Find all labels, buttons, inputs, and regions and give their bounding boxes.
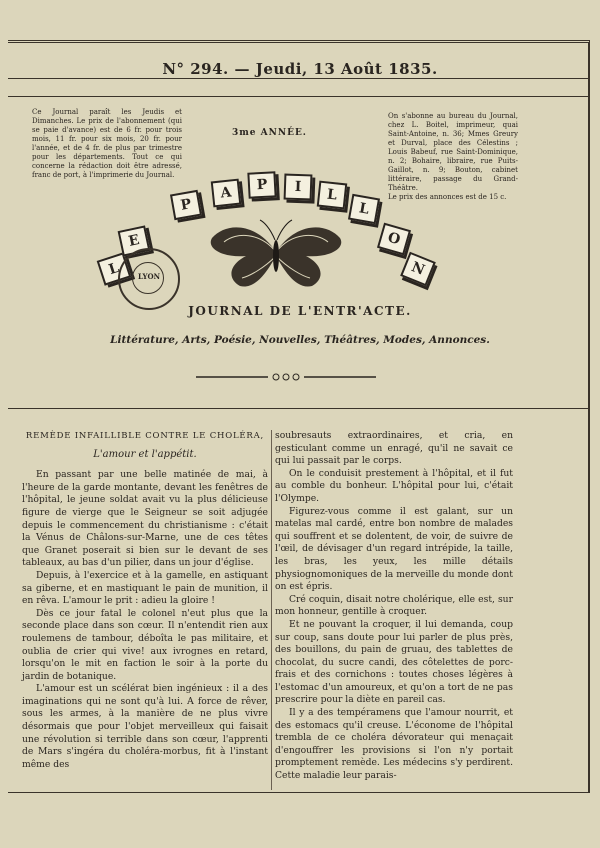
title-letter: P	[247, 171, 276, 198]
ad-price: Le prix des annonces est de 15 c.	[388, 193, 507, 201]
offices-text: On s'abonne au bureau du Journal, chez L. Boitel, imprimeur, quai Saint-Antoine, n. 36; Mmes Greury et Durval, place des Célestins ; Louis Babeuf, rue Saint-Dominique, n. 2; Bohaire, libraire, rue Puits-Gaillot, n. 9; Bouton, cabinet littéraire, passage du Grand-Théâtre.	[388, 112, 518, 192]
year-label: 3me ANNÉE.	[232, 128, 307, 138]
issue-number-date: N° 294. — Jeudi, 13 Août 1835.	[162, 60, 438, 78]
paragraph: Dès ce jour fatal le colonel n'eut plus que la seconde place dans son cœur. Il n'entendit rien aux roulemens de tambour, déboîta le pas militaire, et oublia de crier qui vive! aux ivrognes en retard, lorsqu'on le mit en faction le soir à la porte du jardin de botanique.	[22, 607, 268, 682]
column-divider	[271, 430, 272, 790]
title-letter: L	[317, 181, 348, 210]
section-rule	[8, 408, 588, 409]
postal-stamp	[118, 248, 180, 310]
article-column-left	[22, 430, 268, 771]
title-letter: P	[170, 190, 202, 220]
journal-subjects: Littérature, Arts, Poésie, Nouvelles, Théâtres, Modes, Annonces.	[110, 334, 490, 346]
butterfly-icon	[206, 212, 346, 292]
paragraph: On le conduisit prestement à l'hôpital, et il fut au comble du bonheur. L'hôpital pour lui, c'était l'Olympe.	[275, 467, 513, 504]
subscription-terms: Ce Journal paraît les Jeudis et Dimanches. Le prix de l'abonnement (qui se paie d'avance) est de 6 fr. pour trois mois, 11 fr. pour six mois, 20 fr. pour l'année, et de 4 fr. de plus par trimestre pour les départements. Tout ce qui concerne la rédaction doit être adressé, franc de port, à l'imprimerie du Journal.	[32, 108, 182, 179]
paragraph: soubresauts extraordinaires, et cria, en gesticulant comme un enragé, qu'il ne savait ce qui lui passait par le corps.	[275, 430, 513, 467]
title-letter: A	[211, 179, 242, 208]
bottom-rule	[8, 792, 588, 793]
paragraph: Figurez-vous comme il est galant, sur un matelas mal cardé, entre bon nombre de malades qui souffrent et se dolentent, de voir, de suivre de l'œil, de dévisager d'un regard intrépide, la taille, les bras, les yeux, les mille détails physiognomoniques de la merveille du monde dont on est épris.	[275, 505, 513, 593]
masthead-rule	[8, 78, 588, 79]
subscription-offices	[388, 112, 518, 202]
article-subtitle: L'amour et l'appétit.	[93, 448, 197, 460]
paragraph: Il y a des tempéramens que l'amour nourrit, et des estomacs qu'il creuse. L'économe de l'hôpital trembla de ce choléra dévorateur qui menaçait d'engouffrer les provisions si l'on n'y portait promptement remède. Les médecins s'y perdirent. Cette maladie leur parais-	[275, 707, 513, 782]
title-letter: I	[284, 174, 313, 201]
title-letter: N	[400, 252, 436, 287]
title-letter: L	[97, 252, 132, 285]
paragraph: En passant par une belle matinée de mai, à l'heure de la garde montante, devant les fenêtres de l'hôpital, le jeune soldat avait vu la plus délicieuse figure de vierge que le Seigneur se soit adjugée depuis le commencement du christianisme : c'était la Vénus de Châlons-sur-Marne, une de ces têtes que Granet poserait si bien sur le devant de ses tableaux, au bas d'un pilier, dans un jour d'église.	[22, 469, 268, 569]
ornament-divider-icon	[196, 372, 376, 382]
title-letter: L	[348, 194, 380, 224]
paragraph: Et ne pouvant la croquer, il lui demanda, coup sur coup, sans doute pour lui parler de plus près, des bouillons, du pain de gruau, des tablettes de chocolat, du sucre candi, des côtelettes de porc-frais et des cornichons : toutes choses légères à l'estomac d'un amoureux, et qu'on a tort de ne pas prescrire pour la diète en pareil cas.	[275, 618, 513, 706]
title-letter: E	[118, 225, 151, 256]
article-column-right	[275, 430, 513, 783]
title-letter: O	[377, 223, 411, 256]
paragraph: Depuis, à l'exercice et à la gamelle, en astiquant sa giberne, et en mastiquant le pain de munition, il en rêva. L'amour le prit : adieu la gloire !	[22, 569, 268, 607]
article-title: REMÈDE INFAILLIBLE CONTRE LE CHOLÉRA,	[25, 431, 265, 441]
paragraph: L'amour est un scélérat bien ingénieux : il a des imaginations qui ne sont qu'à lui. A force de rêver, sous les armes, à la manière de ne plus vivre désormais que pour l'objet merveilleux qui faisait une révolution si terrible dans son cœur, l'apprenti de Mars s'ingéra du choléra-morbus, fit à l'instant même des	[22, 683, 268, 770]
paragraph: Cré coquin, disait notre cholérique, elle est, sur mon honneur, gentille à croquer.	[275, 593, 513, 618]
masthead-rule-lower	[8, 96, 588, 97]
stamp-city: LYON	[138, 272, 160, 281]
journal-subtitle: JOURNAL DE L'ENTR'ACTE.	[188, 304, 412, 318]
